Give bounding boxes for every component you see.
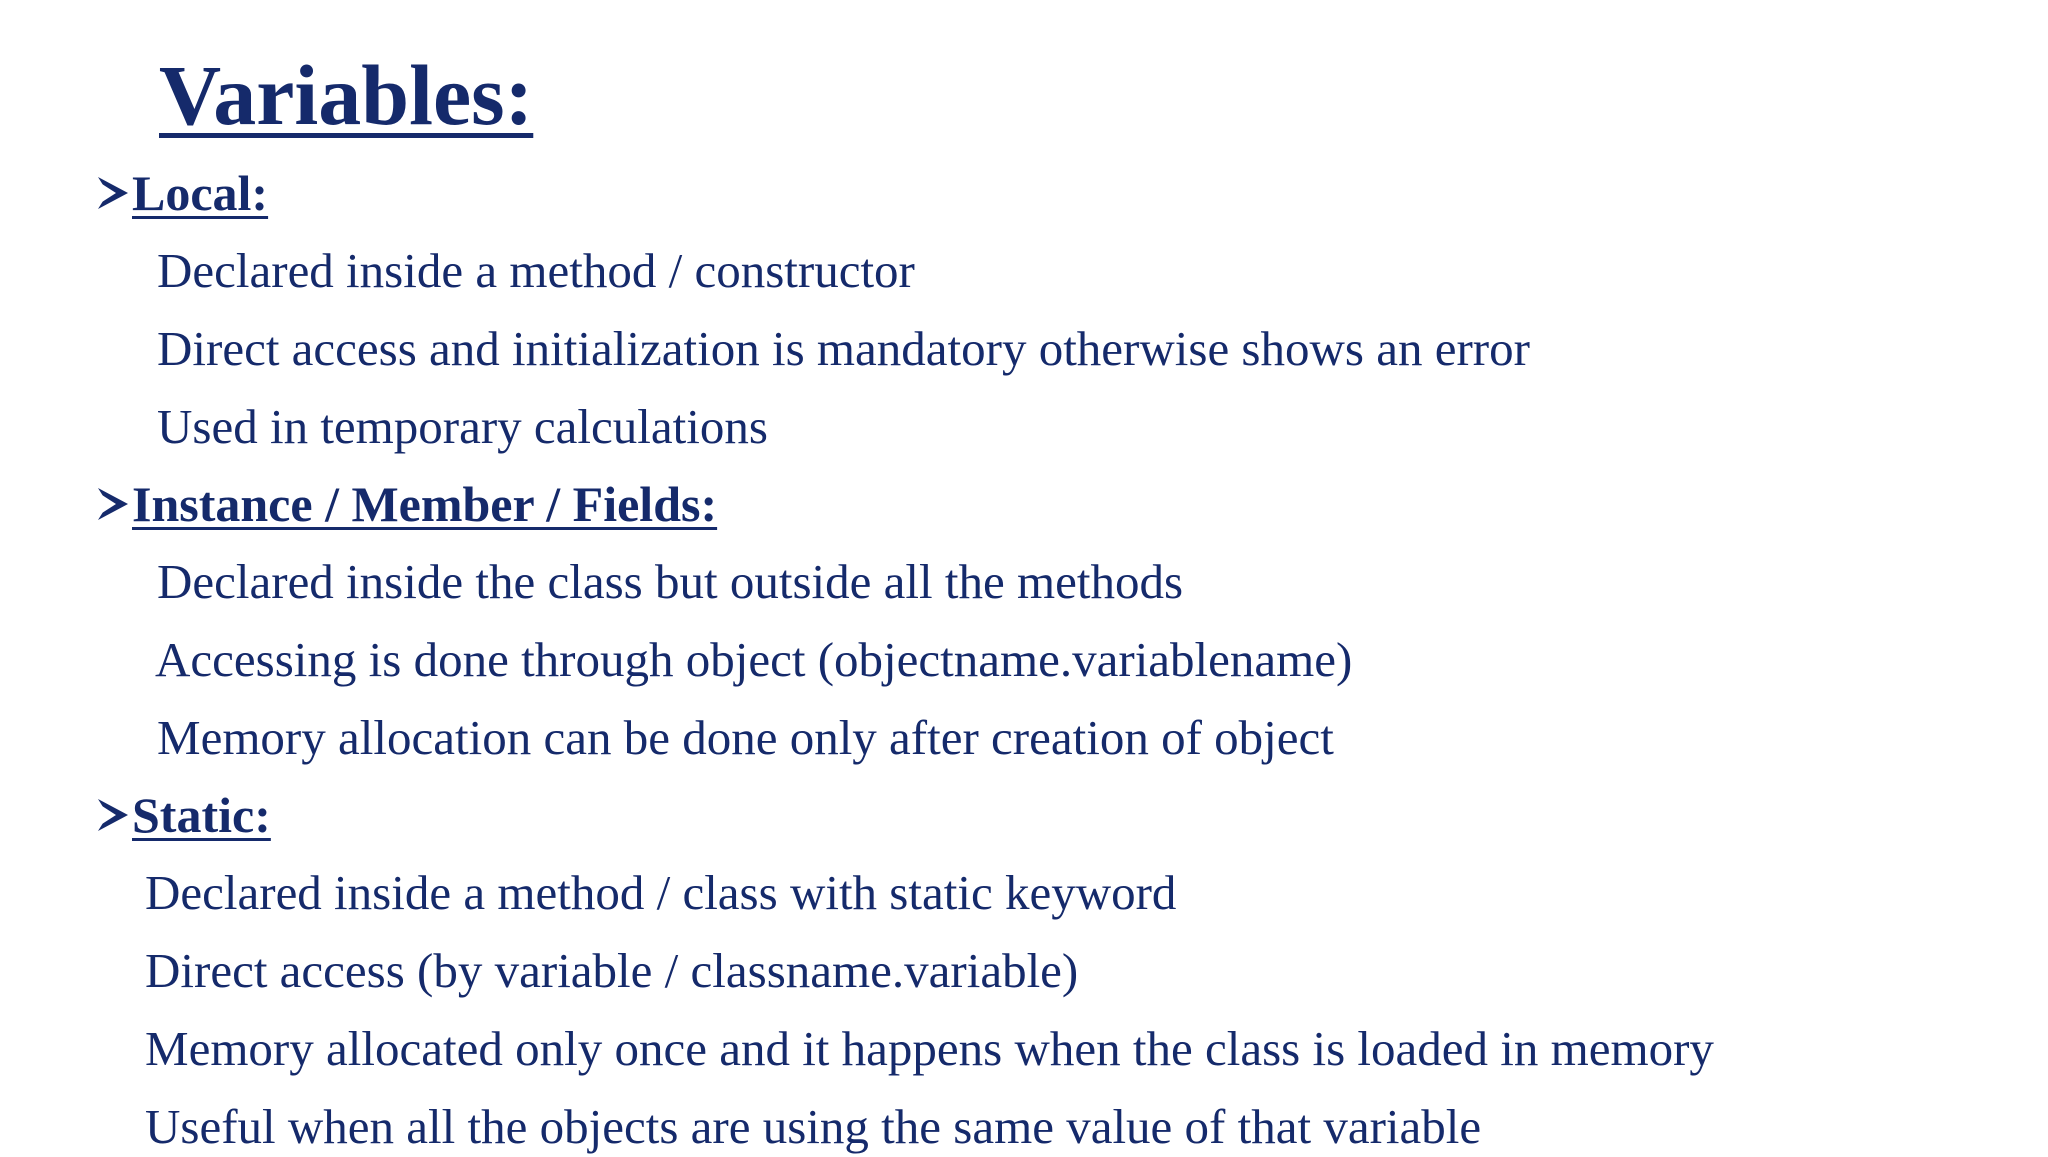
- section-heading-instance: [96, 474, 717, 534]
- section-label: Instance / Member / Fields:: [132, 476, 718, 532]
- list-item: Memory allocated only once and it happens when the class is loaded in memory: [145, 1021, 1714, 1076]
- arrow-bullet-icon: [96, 796, 130, 834]
- slide-title: Variables:: [159, 47, 534, 143]
- list-item: Declared inside a method / class with static keyword: [145, 865, 1177, 920]
- list-item: Declared inside the class but outside all the methods: [157, 554, 1184, 609]
- list-item: Memory allocation can be done only after creation of object: [157, 710, 1334, 765]
- list-item: Useful when all the objects are using the same value of that variable: [145, 1099, 1482, 1154]
- arrow-bullet-icon: [96, 485, 130, 523]
- section-label: Static:: [132, 787, 271, 843]
- list-item: Used in temporary calculations: [157, 399, 768, 454]
- arrow-bullet-icon: [96, 174, 130, 212]
- list-item: Accessing is done through object (objectname.variablename): [155, 632, 1353, 687]
- section-heading-static: [96, 785, 271, 845]
- list-item: Declared inside a method / constructor: [157, 243, 915, 298]
- list-item: Direct access (by variable / classname.variable): [145, 943, 1079, 998]
- section-label: Local:: [132, 165, 269, 221]
- list-item: Direct access and initialization is mandatory otherwise shows an error: [157, 321, 1530, 376]
- section-heading-local: [96, 163, 268, 223]
